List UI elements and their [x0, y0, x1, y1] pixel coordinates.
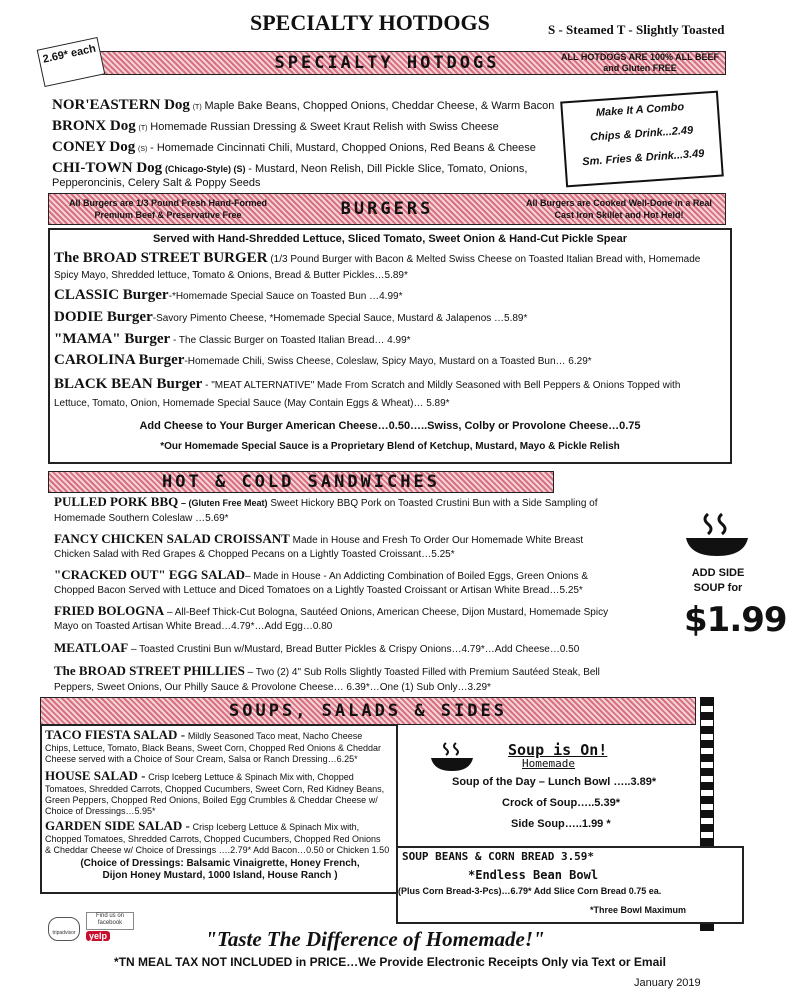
- hotdog-item: BRONX Dog (T) Homemade Russian Dressing & Sweet Kraut Relish with Swiss Cheese: [52, 118, 499, 134]
- salad-line: Choice of Dressings…5.95*: [45, 806, 156, 816]
- style-legend: S - Steamed T - Slightly Toasted: [548, 22, 725, 37]
- slogan: "Taste The Difference of Homemade!": [205, 927, 545, 951]
- sandwich-item: FRIED BOLOGNA – All-Beef Thick-Cut Bologna, Sautéed Onions, American Cheese, Dijon Mustard, Homemade Spicy: [54, 603, 609, 618]
- soup-bowl-icon: [430, 742, 474, 772]
- salad-line: Green Peppers, Chopped Red Onions, Boiled Egg Crumbles & Cheddar Cheese w/: [45, 795, 378, 805]
- hotdogs-banner: SPECIALTY HOTDOGS: [48, 51, 726, 75]
- soup-box-subtitle: Homemade: [522, 757, 575, 770]
- sandwich-item-desc: Homemade Southern Coleslaw …5.69*: [54, 513, 229, 524]
- burger-item: DODIE Burger-Savory Pimento Cheese, *Homemade Special Sauce, Mustard & Jalapenos …5.89*: [54, 309, 528, 325]
- page-title: SPECIALTY HOTDOGS: [250, 10, 490, 35]
- combo-title: Make It A Combo: [595, 101, 685, 120]
- combo-line: Chips & Drink...2.49: [589, 124, 694, 144]
- burger-item: BLACK BEAN Burger - "MEAT ALTERNATIVE" Made From Scratch and Mildly Seasoned with Bell Peppers & Onions Topped with: [54, 376, 681, 392]
- side-soup-label: ADD SIDE SOUP for: [691, 567, 745, 594]
- tripadvisor-badge[interactable]: tripadvisor: [48, 917, 80, 941]
- soup-line: Side Soup…..1.99 *: [511, 818, 611, 830]
- price-badge: 2.69* each: [37, 37, 106, 87]
- burger-item-desc: Lettuce, Tomato, Onion, Homemade Special Sauce (May Contain Eggs & Wheat)… 5.89*: [54, 398, 450, 409]
- sandwich-item: "CRACKED OUT" EGG SALAD– Made in House - An Addicting Combination of Boiled Eggs, Green Onions &: [54, 567, 589, 582]
- hotdog-item: CONEY Dog (S) - Homemade Cincinnati Chili, Mustard, Chopped Onions, Red Beans & Cheese: [52, 139, 536, 155]
- dressing-choices: (Choice of Dressings: Balsamic Vinaigrette, Honey French, Dijon Honey Mustard, 1000 Island, House Ranch ): [80, 858, 360, 881]
- burgers-banner: BURGERS All Burgers are 1/3 Pound Fresh Hand-Formed Premium Beef & Preservative Free All Burgers are Cooked Well-Done in a Real Cast Iron Skillet and Hot Held!: [48, 193, 726, 225]
- yelp-badge[interactable]: yelp: [86, 931, 110, 941]
- burger-note-left: All Burgers are 1/3 Pound Fresh Hand-Formed Premium Beef & Preservative Free: [68, 198, 268, 220]
- salad-item: TACO FIESTA SALAD - Mildly Seasoned Taco meat, Nacho Cheese: [45, 727, 363, 742]
- facebook-badge[interactable]: Find us on facebook: [86, 912, 134, 930]
- soups-banner: SOUPS, SALADS & SIDES: [40, 697, 696, 725]
- sandwich-item: PULLED PORK BBQ – (Gluten Free Meat) Sweet Hickory BBQ Pork on Toasted Crustini Bun with a Side Sampling of: [54, 494, 598, 509]
- salad-line: Chopped Tomatoes, Shredded Carrots, Chopped Cucumbers, Chopped Red Onions: [45, 834, 381, 844]
- salad-line: Cheese served with a Choice of Sour Cream, Salsa or Ranch Dressing…6.25*: [45, 754, 358, 764]
- soup-line: Crock of Soup…..5.39*: [502, 797, 620, 809]
- beef-note: ALL HOTDOGS ARE 100% ALL BEEF and Gluten FREE: [560, 52, 720, 73]
- add-cheese: Add Cheese to Your Burger American Cheese…0.50…..Swiss, Colby or Provolone Cheese…0.75: [139, 420, 641, 432]
- sandwiches-banner: HOT & COLD SANDWICHES: [48, 471, 554, 493]
- burger-note-right: All Burgers are Cooked Well-Done in a Real Cast Iron Skillet and Hot Held!: [526, 198, 712, 220]
- beans-title: SOUP BEANS & CORN BREAD 3.59*: [402, 850, 595, 863]
- sandwich-item: MEATLOAF – Toasted Crustini Bun w/Mustard, Bread Butter Pickles & Crispy Onions…4.79*…Add Cheese…0.50: [54, 640, 580, 655]
- salad-line: & Cheddar Cheese w/ Choice of Dressings ….2.79* Add Bacon…0.50 or Chicken 1.50: [45, 845, 390, 855]
- hotdog-item: NOR'EASTERN Dog (T) Maple Bake Beans, Chopped Onions, Cheddar Cheese, & Warm Bacon: [52, 97, 555, 113]
- burger-item-desc: Spicy Mayo, Shredded lettuce, Tomato & Onions, Bread & Butter Pickles…5.89*: [54, 270, 408, 281]
- burger-item: CAROLINA Burger-Homemade Chili, Swiss Cheese, Coleslaw, Spicy Mayo, Mustard on a Toasted Bun… 6.29*: [54, 352, 592, 368]
- sandwich-item: FANCY CHICKEN SALAD CROISSANT Made in House and Fresh To Order Our Homemade White Breast: [54, 531, 584, 546]
- hotdog-item: CHI-TOWN Dog (Chicago-Style) (S) - Mustard, Neon Relish, Dill Pickle Slice, Tomato, Onions,: [52, 160, 528, 176]
- endless-bean-bowl: *Endless Bean Bowl: [468, 868, 599, 882]
- side-soup-price: $1.99: [684, 600, 787, 640]
- salad-item: HOUSE SALAD - Crisp Iceberg Lettuce & Spinach Mix with, Chopped: [45, 768, 354, 783]
- soup-line: Soup of the Day – Lunch Bowl …..3.89*: [452, 776, 657, 788]
- beans-line: (Plus Corn Bread-3-Pcs)…6.79* Add Slice Corn Bread 0.75 ea.: [398, 886, 662, 896]
- sandwich-item-desc: Peppers, Sweet Onions, Our Philly Sauce & Provolone Cheese… 6.39*…One (1) Sub Only…3.29*: [54, 682, 491, 693]
- hotdog-item-desc: Pepperoncinis, Celery Salt & Poppy Seeds: [52, 177, 261, 189]
- salad-line: Chips, Lettuce, Tomato, Black Beans, Sweet Corn, Chopped Red Onions & Cheddar: [45, 743, 382, 753]
- salad-item: GARDEN SIDE SALAD - Crisp Iceberg Lettuce & Spinach Mix with,: [45, 818, 360, 833]
- combo-line: Sm. Fries & Drink...3.49: [581, 147, 705, 169]
- soup-box-title: Soup is On!: [508, 741, 608, 759]
- sandwich-item-desc: Chopped Bacon Served with Lettuce and Diced Tomatoes on a Lightly Toasted Croissant or Artisan White Bread…5.25*: [54, 585, 583, 596]
- combo-box: [560, 91, 724, 188]
- salad-line: Tomatoes, Shredded Carrots, Chopped Cucumbers, Sweet Corn, Red Kidney Beans,: [45, 784, 385, 794]
- soup-bowl-icon: [684, 512, 750, 558]
- sauce-note: *Our Homemade Special Sauce is a Proprietary Blend of Ketchup, Mustard, Mayo & Pickle Relish: [160, 441, 620, 452]
- sandwich-item: The BROAD STREET PHILLIES – Two (2) 4" Sub Rolls Slightly Toasted Filled with Premium Sautéed Steak, Bell: [54, 663, 600, 678]
- burgers-served-with: Served with Hand-Shredded Lettuce, Sliced Tomato, Sweet Onion & Hand-Cut Pickle Spear: [152, 233, 628, 245]
- beans-note: *Three Bowl Maximum: [590, 905, 687, 915]
- menu-date: January 2019: [634, 977, 701, 989]
- sandwich-item-desc: Mayo on Toasted Artisan White Bread…4.79*…Add Egg…0.80: [54, 621, 333, 632]
- sandwich-item-desc: Chicken Salad with Red Grapes & Chopped Pecans on a Lightly Toasted Croissant…5.25*: [54, 549, 455, 560]
- burger-item: "MAMA" Burger - The Classic Burger on Toasted Italian Bread… 4.99*: [54, 331, 411, 347]
- burger-item: The BROAD STREET BURGER (1/3 Pound Burger with Bacon & Melted Swiss Cheese on Toasted Italian Bread with, Homemade: [54, 250, 701, 266]
- burger-item: CLASSIC Burger-*Homemade Special Sauce on Toasted Bun …4.99*: [54, 287, 403, 303]
- tax-note: *TN MEAL TAX NOT INCLUDED in PRICE…We Provide Electronic Receipts Only via Text or Email: [114, 955, 666, 969]
